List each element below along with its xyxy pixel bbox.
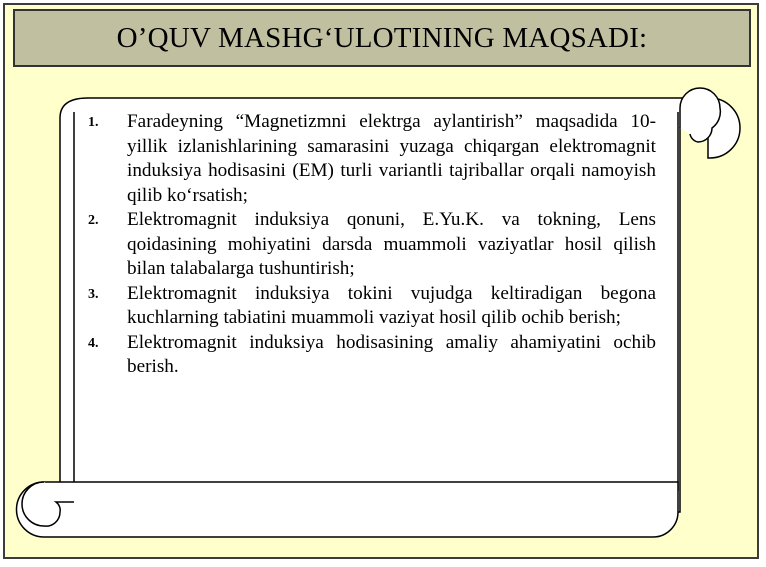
list-item-text: Elektromagnit induksiya qonuni, E.Yu.K. va tokning, Lens qoidasining mohiyatini darsda muammoli vaziyatlar hosil qilish bilan talabalarga tushuntirish;: [127, 209, 656, 279]
list-item-text: Faradeyning “Magnetizmni elektrga aylantirish” maqsadida 10-yillik izlanishlarining samarasini yuzaga chiqargan elektromagnit induksiya hodisasini (EM) turli variantli tajriballar orqali namoyish qilib ko‘rsatish;: [127, 111, 656, 206]
list-item: [88, 208, 656, 282]
list-item: [88, 110, 656, 208]
slide-title: O’QUV MASHG‘ULOTINING MAQSADI:: [116, 21, 648, 54]
list-item: [88, 282, 656, 331]
list-item: [88, 331, 656, 380]
list-item-text: Elektromagnit induksiya tokini vujudga keltiradigan begona kuchlarning tabiatini muammoli vaziyat hosil qilib ochib berish;: [127, 282, 656, 328]
list-item-number: 1.: [88, 115, 99, 130]
scroll-content: [88, 110, 656, 380]
list-item-number: 2.: [88, 213, 99, 228]
list-item-number: 3.: [88, 286, 99, 302]
scroll-bottom-roll: [16, 482, 678, 537]
list-item-text: Elektromagnit induksiya hodisasining amaliy ahamiyatini ochib berish.: [127, 331, 656, 377]
list-item-number: 4.: [88, 335, 99, 351]
